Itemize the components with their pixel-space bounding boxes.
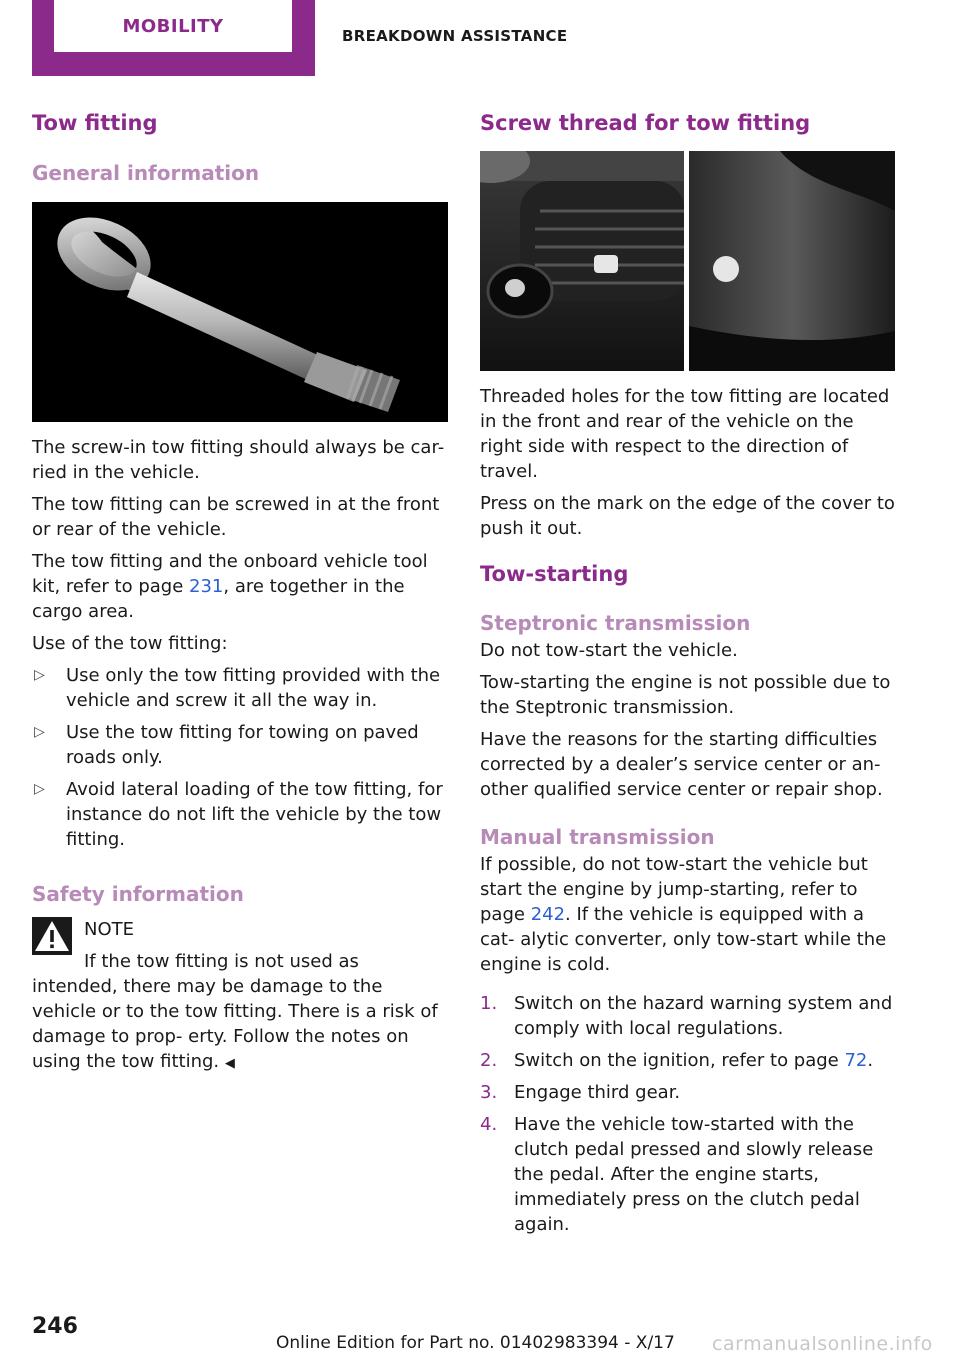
warning-triangle-icon: [32, 917, 72, 955]
watermark-text: carmanualsonline.info: [712, 1333, 933, 1355]
step-number: 1.: [480, 993, 498, 1014]
paragraph-jump-start: If possible, do not tow-start the vehicle but start the engine by jump-starting, refer to page 242. If the vehicle is equipped with a cat- alytic converter, only tow-start while the engine is cold.: [480, 854, 887, 975]
safety-information-heading: Safety information: [32, 882, 244, 906]
tow-fitting-image: [32, 202, 448, 422]
list-item: 2. Switch on the ignition, refer to page 72.: [480, 1050, 874, 1071]
general-information-heading: General information: [32, 161, 260, 185]
paragraph-front-rear: The tow fitting can be screwed in at the front or rear of the vehicle.: [32, 494, 440, 540]
tow-thread-image: [480, 151, 895, 371]
note-box: [32, 917, 448, 1076]
left-column: [32, 108, 448, 1076]
bumper-covers-illustration: [480, 151, 895, 371]
screw-thread-heading: Screw thread for tow fitting: [480, 111, 811, 135]
page-number: 246: [32, 1314, 78, 1339]
triangle-bullet-icon: ▷: [34, 781, 45, 797]
page-link-231[interactable]: 231: [189, 576, 224, 597]
paragraph-reasons: Have the reasons for the starting difficulties corrected by a dealer’s service center or an- other qualified service center or repair shop.: [480, 729, 883, 800]
chapter-tab-label: MOBILITY: [54, 0, 292, 52]
triangle-bullet-icon: ▷: [34, 667, 45, 683]
list-item: ▷ Use the tow fitting for towing on paved roads only.: [34, 722, 419, 768]
end-marker-icon: ◀: [224, 1056, 235, 1071]
list-item: 4. Have the vehicle tow-started with the clutch pedal pressed and slowly release the pedal. After the engine starts, immediately press on the clutch pedal again.: [480, 1114, 874, 1235]
section-title: BREAKDOWN ASSISTANCE: [342, 27, 568, 45]
paragraph-not-possible: Tow-starting the engine is not possible due to the Steptronic transmission.: [480, 672, 891, 718]
tow-eye-illustration: [32, 202, 448, 422]
tow-fitting-heading: Tow fitting: [32, 111, 158, 135]
paragraph-carry: The screw-in tow fitting should always be car- ried in the vehicle.: [32, 437, 445, 483]
right-column: [480, 108, 896, 1244]
list-item: ▷ Avoid lateral loading of the tow fitting, for instance do not lift the vehicle by the tow fitting.: [34, 779, 443, 850]
tow-starting-heading: Tow-starting: [480, 562, 629, 586]
paragraph-use-intro: Use of the tow fitting:: [32, 633, 228, 654]
note-body: If the tow fitting is not used as intended, there may be damage to the vehicle or to the tow fitting. There is a risk of damage to prop- erty. Follow the notes on using the tow fitting. ◀: [32, 951, 438, 1072]
edition-text: Online Edition for Part no. 01402983394 - X/17: [276, 1333, 675, 1353]
manual-transmission-heading: Manual transmission: [480, 825, 715, 849]
steptronic-heading: Steptronic transmission: [480, 611, 751, 635]
step-number: 4.: [480, 1114, 498, 1135]
tow-start-steps: [480, 991, 896, 1237]
paragraph-threaded-holes: Threaded holes for the tow fitting are located in the front and rear of the vehicle on the right side with respect to the direction of travel.: [480, 386, 890, 482]
step-number: 3.: [480, 1082, 498, 1103]
list-item: 1. Switch on the hazard warning system and comply with local regulations.: [480, 993, 893, 1039]
step-number: 2.: [480, 1050, 498, 1071]
page-link-242[interactable]: 242: [530, 904, 566, 925]
paragraph-do-not-tow-start: Do not tow-start the vehicle.: [480, 640, 738, 661]
chapter-tab: [32, 0, 315, 76]
usage-list: [32, 663, 448, 852]
note-title: NOTE: [84, 919, 135, 940]
paragraph-press-mark: Press on the mark on the edge of the cover to push it out.: [480, 493, 895, 539]
paragraph-tool-kit: The tow fitting and the onboard vehicle tool kit, refer to page 231, are together in the cargo area.: [32, 551, 428, 622]
triangle-bullet-icon: ▷: [34, 724, 45, 740]
list-item: ▷ Use only the tow fitting provided with the vehicle and screw it all the way in.: [34, 665, 441, 711]
list-item: 3. Engage third gear.: [480, 1082, 681, 1103]
page-link-72[interactable]: 72: [844, 1050, 868, 1071]
